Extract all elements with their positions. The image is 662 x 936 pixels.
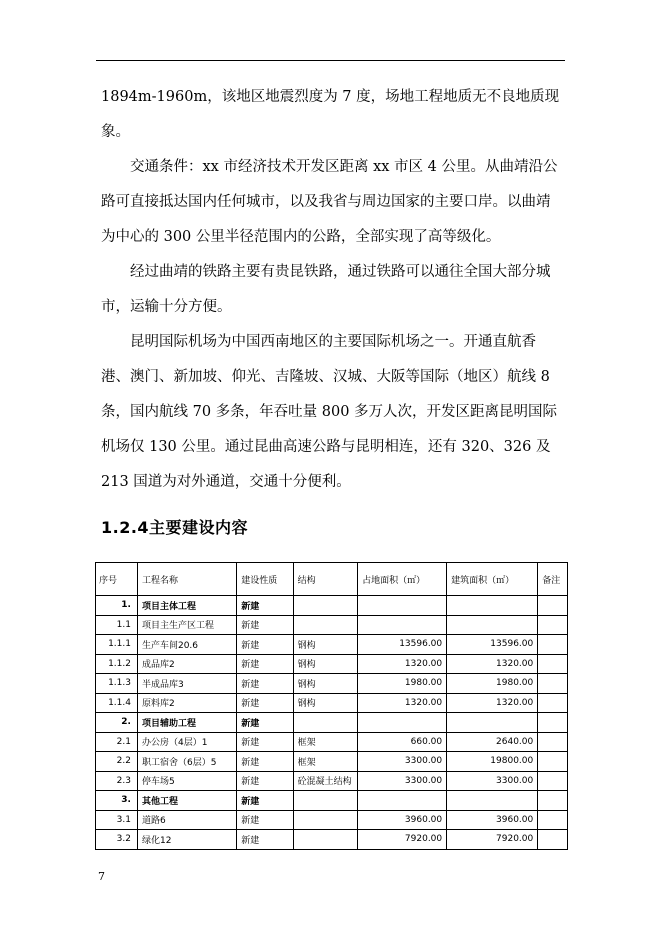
- cell-nature: 新建: [237, 791, 293, 811]
- cell-name: 生产车间20.6: [137, 635, 236, 655]
- cell-name: 其他工程: [137, 791, 236, 811]
- page-number: 7: [98, 870, 105, 883]
- cell-seq: 2.3: [96, 771, 138, 791]
- cell-nature: 新建: [237, 635, 293, 655]
- table-row: [96, 791, 568, 811]
- header-cell-building-area: 建筑面积（㎡）: [447, 563, 538, 596]
- cell-remarks: [538, 596, 568, 616]
- cell-land-area: 7920.00: [358, 830, 447, 850]
- header-cell-seq: 序号: [96, 563, 138, 596]
- cell-land-area: [358, 791, 447, 811]
- cell-seq: 3.1: [96, 810, 138, 830]
- cell-nature: 新建: [237, 654, 293, 674]
- cell-land-area: 13596.00: [358, 635, 447, 655]
- cell-land-area: [358, 713, 447, 733]
- cell-name: 成品库2: [137, 654, 236, 674]
- cell-structure: 框架: [293, 752, 358, 772]
- cell-building-area: 19800.00: [447, 752, 538, 772]
- cell-name: 办公房（4层）1: [137, 732, 236, 752]
- cell-structure: 钢构: [293, 635, 358, 655]
- cell-remarks: [538, 615, 568, 635]
- cell-nature: 新建: [237, 674, 293, 694]
- cell-nature: 新建: [237, 830, 293, 850]
- table-row: [96, 693, 568, 713]
- cell-nature: 新建: [237, 752, 293, 772]
- table-row: [96, 674, 568, 694]
- cell-remarks: [538, 674, 568, 694]
- cell-nature: 新建: [237, 693, 293, 713]
- cell-building-area: [447, 791, 538, 811]
- header-cell-name: 工程名称: [137, 563, 236, 596]
- cell-remarks: [538, 810, 568, 830]
- cell-seq: 1.: [96, 596, 138, 616]
- cell-structure: [293, 713, 358, 733]
- cell-name: 项目主体工程: [137, 596, 236, 616]
- section-heading: 1.2.4主要建设内容: [101, 518, 249, 537]
- header-cell-nature: 建设性质: [237, 563, 293, 596]
- table-row: [96, 771, 568, 791]
- cell-building-area: [447, 615, 538, 635]
- cell-land-area: [358, 615, 447, 635]
- cell-seq: 1.1: [96, 615, 138, 635]
- cell-structure: [293, 810, 358, 830]
- header-cell-land-area: 占地面积（㎡）: [358, 563, 447, 596]
- cell-nature: 新建: [237, 810, 293, 830]
- cell-name: 职工宿舍（6层）5: [137, 752, 236, 772]
- table-row: [96, 810, 568, 830]
- cell-land-area: 3300.00: [358, 771, 447, 791]
- cell-structure: [293, 791, 358, 811]
- cell-seq: 2.1: [96, 732, 138, 752]
- cell-structure: [293, 596, 358, 616]
- cell-structure: 钢构: [293, 693, 358, 713]
- cell-seq: 3.2: [96, 830, 138, 850]
- cell-structure: 砼混凝土结构: [293, 771, 358, 791]
- cell-land-area: 3960.00: [358, 810, 447, 830]
- cell-remarks: [538, 693, 568, 713]
- cell-seq: 1.1.4: [96, 693, 138, 713]
- paragraph-railway: 经过曲靖的铁路主要有贵昆铁路，通过铁路可以通往全国大部分城市，运输十分方便。: [101, 264, 551, 315]
- cell-name: 绿化12: [137, 830, 236, 850]
- cell-building-area: 1320.00: [447, 654, 538, 674]
- cell-nature: 新建: [237, 596, 293, 616]
- cell-land-area: [358, 596, 447, 616]
- cell-building-area: 13596.00: [447, 635, 538, 655]
- table-row: [96, 752, 568, 772]
- paragraph-geology: 1894m-1960m，该地区地震烈度为 7 度，场地工程地质无不良地质现象。: [101, 89, 560, 140]
- table-row: [96, 713, 568, 733]
- table-row: [96, 654, 568, 674]
- table-header-row: [96, 563, 568, 596]
- cell-name: 项目主生产区工程: [137, 615, 236, 635]
- cell-seq: 2.2: [96, 752, 138, 772]
- cell-name: 原料库2: [137, 693, 236, 713]
- cell-seq: 2.: [96, 713, 138, 733]
- cell-structure: 框架: [293, 732, 358, 752]
- cell-building-area: 7920.00: [447, 830, 538, 850]
- cell-nature: 新建: [237, 615, 293, 635]
- cell-name: 道路6: [137, 810, 236, 830]
- cell-building-area: [447, 713, 538, 733]
- cell-seq: 1.1.2: [96, 654, 138, 674]
- cell-nature: 新建: [237, 732, 293, 752]
- cell-nature: 新建: [237, 771, 293, 791]
- cell-seq: 1.1.3: [96, 674, 138, 694]
- cell-building-area: 3960.00: [447, 810, 538, 830]
- cell-seq: 1.1.1: [96, 635, 138, 655]
- cell-land-area: 1320.00: [358, 654, 447, 674]
- table-row: [96, 635, 568, 655]
- table-row: [96, 615, 568, 635]
- header-cell-remarks: 备注: [538, 563, 568, 596]
- cell-structure: [293, 830, 358, 850]
- cell-remarks: [538, 752, 568, 772]
- cell-building-area: 3300.00: [447, 771, 538, 791]
- table-row: [96, 732, 568, 752]
- table-row: [96, 830, 568, 850]
- cell-structure: [293, 615, 358, 635]
- table-row: [96, 596, 568, 616]
- cell-land-area: 1980.00: [358, 674, 447, 694]
- cell-remarks: [538, 830, 568, 850]
- cell-name: 停车场5: [137, 771, 236, 791]
- paragraph-airport: 昆明国际机场为中国西南地区的主要国际机场之一。开通直航香港、澳门、新加坡、仰光、吉隆坡、汉城、大阪等国际（地区）航线 8 条，国内航线 70 多条，年吞吐量 800 多万人次，开发区距离昆明国际机场仅 130 公里。通过昆曲高速公路与昆明相连，还有 320、326 及 213 国道为对外通道，交通十分便利。: [101, 334, 558, 490]
- cell-land-area: 660.00: [358, 732, 447, 752]
- cell-land-area: 1320.00: [358, 693, 447, 713]
- cell-remarks: [538, 654, 568, 674]
- cell-structure: 钢构: [293, 654, 358, 674]
- cell-remarks: [538, 732, 568, 752]
- cell-remarks: [538, 635, 568, 655]
- cell-name: 项目辅助工程: [137, 713, 236, 733]
- cell-remarks: [538, 791, 568, 811]
- construction-table: [95, 562, 568, 850]
- cell-structure: 钢构: [293, 674, 358, 694]
- cell-remarks: [538, 713, 568, 733]
- cell-nature: 新建: [237, 713, 293, 733]
- cell-name: 半成品库3: [137, 674, 236, 694]
- cell-seq: 3.: [96, 791, 138, 811]
- cell-building-area: 1980.00: [447, 674, 538, 694]
- cell-building-area: 1320.00: [447, 693, 538, 713]
- cell-building-area: [447, 596, 538, 616]
- cell-remarks: [538, 771, 568, 791]
- cell-building-area: 2640.00: [447, 732, 538, 752]
- cell-land-area: 3300.00: [358, 752, 447, 772]
- paragraph-traffic: 交通条件：xx 市经济技术开发区距离 xx 市区 4 公里。从曲靖沿公路可直接抵达国内任何城市，以及我省与周边国家的主要口岸。以曲靖为中心的 300 公里半径范围内的公路，全部实现了高等级化。: [101, 159, 558, 245]
- header-rule: [96, 60, 565, 61]
- header-cell-structure: 结构: [293, 563, 358, 596]
